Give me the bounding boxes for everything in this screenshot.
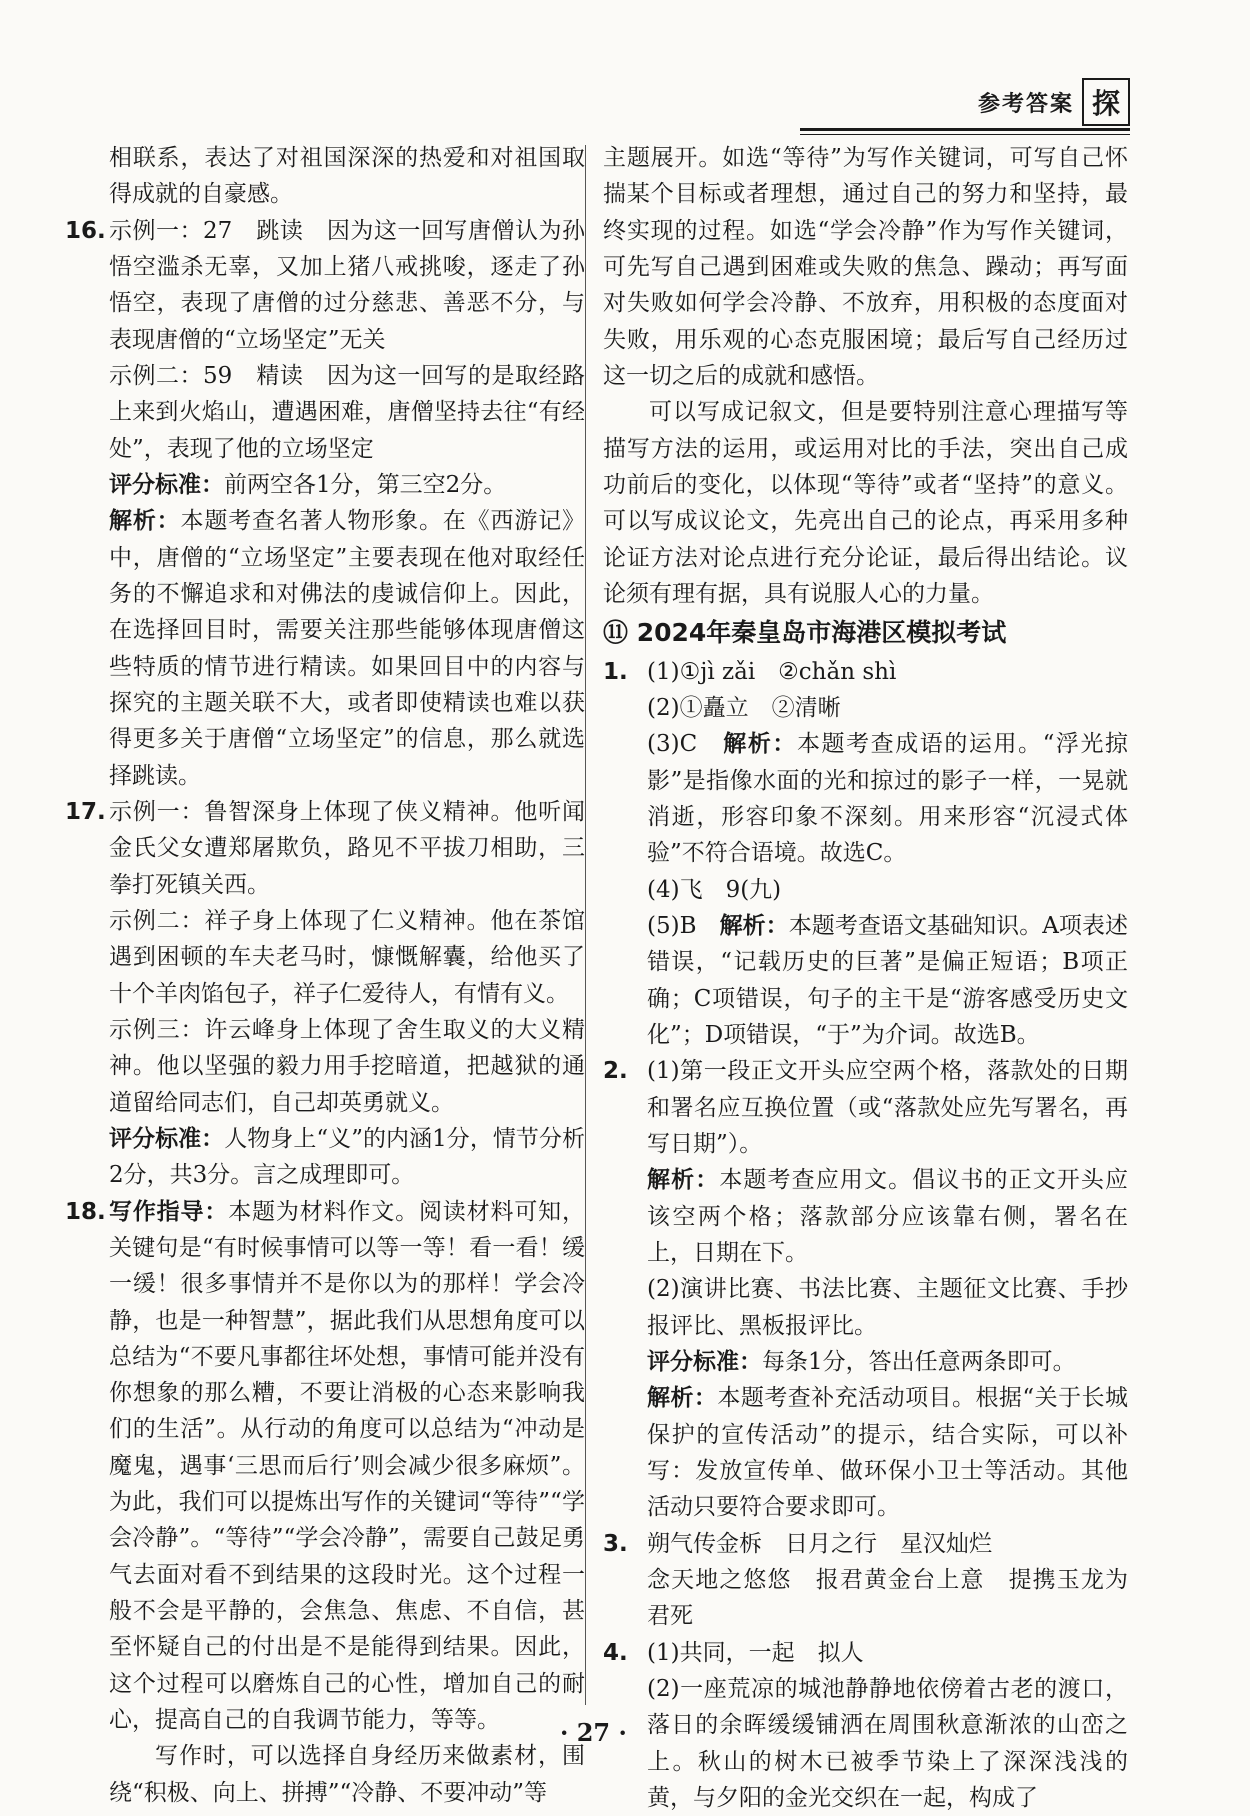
question-18: [65, 1194, 585, 1739]
question-number: 4.: [603, 1639, 628, 1666]
score-text: 每条1分，答出任意两条即可。: [762, 1349, 1076, 1375]
question-number: 17.: [65, 798, 106, 825]
header-rule: [800, 128, 1130, 131]
writing-tip-paragraph: 写作时，可以选择自身经历来做素材，围绕“积极、向上、拼搏”“冷静、不要冲动”等: [109, 1743, 585, 1806]
score-label: 评分标准：: [109, 1125, 225, 1152]
analysis-label: 解析：: [723, 731, 797, 758]
answer-line-1: 朔气传金柝 日月之行 星汉灿烂: [647, 1530, 992, 1557]
analysis-label: 解析：: [109, 508, 181, 535]
analysis-text: 本题考查成语的运用。“浮光掠影”是指像水面的光和掠过的影子一样，一晃就消逝，形容印象不深刻。用来形容“沉浸式体验”不符合语境。故选C。: [647, 731, 1128, 867]
analysis-label: 解析：: [647, 1167, 720, 1194]
answer-line-2: (2)一座荒凉的城池静静地依傍着古老的渡口，落日的余晖缓缓铺洒在周围秋意渐浓的山峦之上。秋山的树木已被季节染上了深深浅浅的黄，与夕阳的金光交织在一起，构成了: [647, 1675, 1128, 1811]
intro-text: 相联系，表达了对祖国深深的热爱和对祖国取得成就的自豪感。: [109, 145, 585, 208]
header-title: 参考答案: [977, 91, 1074, 117]
left-column: [65, 140, 585, 1811]
answer-line-1: (1)①jì zǎi ②chǎn shì: [647, 658, 897, 685]
analysis-label: 解析：: [647, 1385, 718, 1412]
question-2: [603, 1053, 1128, 1525]
example-2: 示例二：祥子身上体现了仁义精神。他在茶馆遇到困顿的车夫老马时，慷慨解囊，给他买了十个羊肉馅包子，祥子仁爱待人，有情有义。: [109, 907, 585, 1007]
page-number: · 27 ·: [560, 1718, 627, 1747]
analysis-label: 解析：: [719, 913, 789, 940]
answer-line-4: (4)飞 9(九): [647, 876, 782, 903]
answer-line-2: 念天地之悠悠 报君黄金台上意 提携玉龙为君死: [647, 1566, 1128, 1630]
logo-text: 探: [1091, 87, 1120, 120]
question-number: 1.: [603, 658, 628, 685]
guide-label: 写作指导：: [109, 1198, 229, 1225]
score-text: 人物身上“义”的内涵1分，情节分析2分，共3分。言之成理即可。: [109, 1125, 585, 1189]
right-column: [603, 140, 1128, 1816]
analysis-text: 本题考查名著人物形象。在《西游记》中，唐僧的“立场坚定”主要表现在他对取经任务的不懈追求和对佛法的虔诚信仰上。因此，在选择回目时，需要关注那些能够体现唐僧这些特质的情节进行精读。如果回目中的内容与探究的主题关联不大，或者即使精读也难以获得更多关于唐僧“立场坚定”的信息，那么就选择跳读。: [109, 508, 586, 789]
answer-line-5: (5)B: [647, 913, 720, 940]
example-1: 示例一：鲁智深身上体现了侠义精神。他听闻金氏父女遭郑屠欺负，路见不平拔刀相助，三拳打死镇关西。: [109, 798, 585, 898]
analysis-text: 本题考查应用文。倡议书的正文开头应该空两个格；落款部分应该靠右侧，署名在上，日期在下。: [647, 1167, 1129, 1267]
analysis-text: 本题考查语文基础知识。A项表述错误，“记载历史的巨著”是偏正短语；B项正确；C项错误，句子的主干是“游客感受历史文化”；D项错误，“于”为介词。故选B。: [647, 913, 1128, 1049]
score-label: 评分标准：: [647, 1349, 762, 1375]
continued-paragraph-1: 主题展开。如选“等待”为写作关键词，可写自己怀揣某个目标或者理想，通过自己的努力和坚持，最终实现的过程。如选“学会冷静”作为写作关键词，可先写自己遇到困难或失败的焦急、躁动；再写面对失败如何学会冷静、不放弃，用积极的态度面对失败，用乐观的心态克服困境；最后写自己经历过这一切之后的成就和感悟。: [603, 145, 1128, 389]
guide-text: 本题为材料作文。阅读材料可知，关键句是“有时候事情可以等一等！看一看！缓一缓！很多事情并不是你以为的那样！学会冷静，也是一种智慧”，据此我们从思想角度可以总结为“不要凡事都往坏处想，事情可能并没有你想象的那么糟，不要让消极的心态来影响我们的生活”。从行动的角度可以总结为“冲动是魔鬼，遇事‘三思而后行’则会减少很多麻烦”。为此，我们可以提炼出写作的关键词“等待”“学会冷静”。“等待”“学会冷静”，需要自己鼓足勇气去面对看不到结果的这段时光。这个过程一般不会是平静的，会焦急、焦虑、不自信，甚至怀疑自己的付出是不是能得到结果。因此，这个过程可以磨炼自己的心性，增加自己的耐心，提高自己的自我调节能力，等等。: [109, 1198, 586, 1734]
question-3: [603, 1526, 1128, 1635]
example-1: 示例一：27 跳读 因为这一回写唐僧认为孙悟空滥杀无辜，又加上猪八戒挑唆，逐走了孙悟空，表现了唐僧的过分慈悲、善恶不分，与表现唐僧的“立场坚定”无关: [109, 217, 585, 353]
example-3: 示例三：许云峰身上体现了舍生取义的大义精神。他以坚强的毅力用手挖暗道，把越狱的通道留给同志们，自己却英勇就义。: [109, 1016, 585, 1116]
question-4: [603, 1635, 1128, 1816]
question-number: 18.: [65, 1198, 106, 1225]
question-17: [65, 794, 585, 1194]
brand-logo: [1082, 78, 1130, 126]
header-rule-thin: [800, 134, 1130, 135]
question-number: 2.: [603, 1058, 628, 1085]
question-number: 3.: [603, 1530, 628, 1557]
answer-line-3: (3)C: [647, 731, 724, 758]
column-divider: [585, 145, 586, 1705]
question-number: 16.: [65, 217, 106, 244]
section-title: ⑪ 2024年秦皇岛市海港区模拟考试: [603, 618, 1007, 648]
answer-line-2: (2)演讲比赛、书法比赛、主题征文比赛、手抄报评比、黑板报评比。: [647, 1276, 1128, 1339]
continued-paragraph-2: 可以写成记叙文，但是要特别注意心理描写等描写方法的运用，或运用对比的手法，突出自己成功前后的变化，以体现“等待”或者“坚持”的意义。可以写成议论文，先亮出自己的论点，再采用多种论证方法对论点进行充分论证，最后得出结论。议论须有理有据，具有说服人心的力量。: [603, 399, 1128, 607]
example-2: 示例二：59 精读 因为这一回写的是取经路上来到火焰山，遭遇困难，唐僧坚持去往“有经处”，表现了他的立场坚定: [109, 362, 585, 462]
question-16: [65, 213, 585, 794]
answer-line-1: (1)第一段正文开头应空两个格，落款处的日期和署名应互换位置（或“落款处应先写署名，再写日期”）。: [647, 1058, 1128, 1158]
question-1: [603, 654, 1128, 1054]
score-label: 评分标准：: [109, 471, 224, 498]
answer-line-2: (2)①矗立 ②清晰: [647, 695, 841, 722]
analysis-text: 本题考查补充活动项目。根据“关于长城保护的宣传活动”的提示，结合实际，可以补写：发放宣传单、做环保小卫士等活动。其他活动只要符合要求即可。: [647, 1385, 1128, 1521]
answer-line-1: (1)共同，一起 拟人: [647, 1639, 864, 1666]
page-header: [978, 78, 1130, 126]
score-text: 前两空各1分，第三空2分。: [224, 471, 507, 498]
